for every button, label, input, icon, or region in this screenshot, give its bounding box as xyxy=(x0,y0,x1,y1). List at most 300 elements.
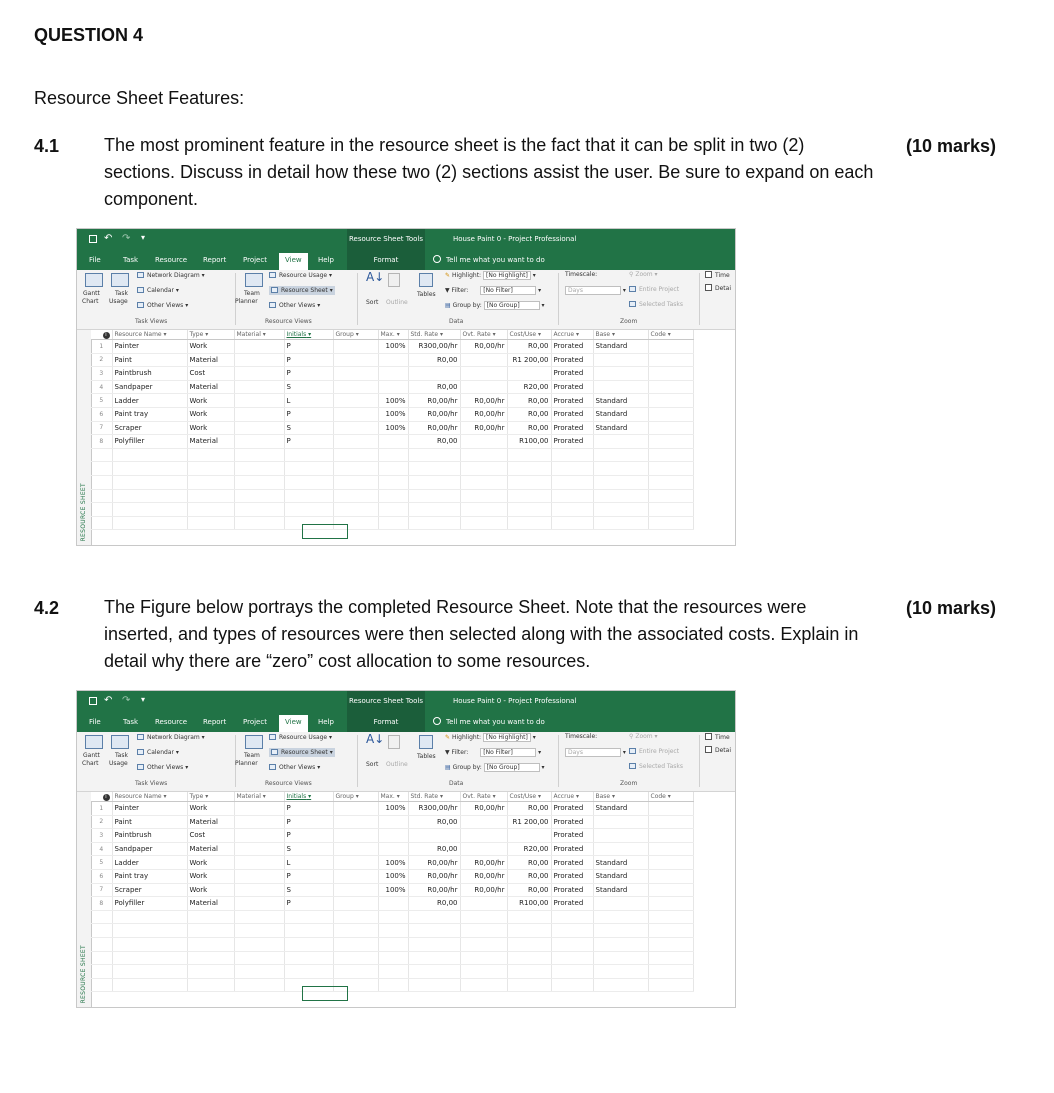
tell-me-box[interactable] xyxy=(433,250,545,270)
cell-type[interactable]: Material xyxy=(187,897,234,911)
cell-resource-name[interactable]: Ladder xyxy=(112,394,187,408)
cell-material-label[interactable] xyxy=(234,978,284,992)
cell-indicator[interactable]: 5 xyxy=(91,394,112,408)
cell-std-rate[interactable] xyxy=(408,924,460,938)
cell-material-label[interactable] xyxy=(234,869,284,883)
cell-initials[interactable]: P xyxy=(284,815,333,829)
cell-initials[interactable] xyxy=(284,462,333,476)
cell-base-calendar[interactable] xyxy=(593,380,648,394)
cell-group[interactable] xyxy=(333,965,378,979)
cell-material-label[interactable] xyxy=(234,421,284,435)
cell-code[interactable] xyxy=(648,462,693,476)
cell-std-rate[interactable] xyxy=(408,978,460,992)
cell-material-label[interactable] xyxy=(234,951,284,965)
sort-label[interactable]: Sort xyxy=(366,761,379,768)
table-row[interactable] xyxy=(91,503,693,517)
column-dropdown-icon[interactable]: ▾ xyxy=(161,331,167,338)
table-row[interactable] xyxy=(91,842,693,856)
cell-code[interactable] xyxy=(648,421,693,435)
cell-base-calendar[interactable] xyxy=(593,367,648,381)
cell-max-units[interactable]: 100% xyxy=(378,883,408,897)
cell-code[interactable] xyxy=(648,815,693,829)
cell-resource-name[interactable]: Paintbrush xyxy=(112,829,187,843)
cell-material-label[interactable] xyxy=(234,965,284,979)
column-header-accrue[interactable] xyxy=(551,792,593,802)
sort-label[interactable]: Sort xyxy=(366,299,379,306)
entire-project-button[interactable] xyxy=(629,286,679,293)
cell-resource-name[interactable] xyxy=(112,475,187,489)
cell-code[interactable] xyxy=(648,353,693,367)
cell-indicator[interactable]: 4 xyxy=(91,842,112,856)
cell-ovt-rate[interactable] xyxy=(460,448,507,462)
cell-group[interactable] xyxy=(333,829,378,843)
tab-project[interactable]: Project xyxy=(243,718,267,726)
cell-code[interactable] xyxy=(648,475,693,489)
task-usage-label-2[interactable]: Usage xyxy=(109,760,128,767)
cell-accrue[interactable]: Prorated xyxy=(551,897,593,911)
table-row[interactable] xyxy=(91,802,693,816)
cell-accrue[interactable] xyxy=(551,965,593,979)
zoom-button[interactable]: ⚲ Zoom ▾ xyxy=(629,271,658,278)
cell-indicator[interactable] xyxy=(91,462,112,476)
cell-indicator[interactable] xyxy=(91,503,112,517)
table-row[interactable] xyxy=(91,475,693,489)
tab-report[interactable]: Report xyxy=(203,718,227,726)
cell-cost-per-use[interactable] xyxy=(507,462,551,476)
cell-type[interactable]: Work xyxy=(187,869,234,883)
cell-type[interactable]: Material xyxy=(187,435,234,449)
column-dropdown-icon[interactable]: ▾ xyxy=(536,331,541,338)
cell-accrue[interactable] xyxy=(551,978,593,992)
timescale-select[interactable]: Days ▾ xyxy=(565,748,626,757)
cell-max-units[interactable] xyxy=(378,829,408,843)
cell-ovt-rate[interactable]: R0,00/hr xyxy=(460,421,507,435)
filter-select[interactable]: [No Filter] xyxy=(480,748,536,757)
cell-max-units[interactable] xyxy=(378,815,408,829)
table-row[interactable] xyxy=(91,924,693,938)
column-dropdown-icon[interactable]: ▾ xyxy=(438,331,443,338)
cell-ovt-rate[interactable] xyxy=(460,815,507,829)
cell-ovt-rate[interactable] xyxy=(460,462,507,476)
column-header-type[interactable] xyxy=(187,330,234,340)
table-row[interactable] xyxy=(91,394,693,408)
cell-indicator[interactable] xyxy=(91,475,112,489)
tables-label[interactable]: Tables xyxy=(417,291,436,298)
cell-resource-name[interactable]: Paint xyxy=(112,353,187,367)
cell-accrue[interactable]: Prorated xyxy=(551,883,593,897)
cell-group[interactable] xyxy=(333,421,378,435)
cell-material-label[interactable] xyxy=(234,380,284,394)
cell-accrue[interactable]: Prorated xyxy=(551,802,593,816)
cell-resource-name[interactable]: Scraper xyxy=(112,421,187,435)
cell-ovt-rate[interactable] xyxy=(460,829,507,843)
cell-group[interactable] xyxy=(333,856,378,870)
network-diagram-button[interactable]: Network Diagram ▾ xyxy=(137,734,205,741)
cell-indicator[interactable]: 8 xyxy=(91,897,112,911)
cell-resource-name[interactable]: Polyfiller xyxy=(112,897,187,911)
cell-indicator[interactable]: 5 xyxy=(91,856,112,870)
table-row[interactable] xyxy=(91,869,693,883)
column-header-initials[interactable] xyxy=(284,330,333,340)
resource-usage-button[interactable]: Resource Usage ▾ xyxy=(269,272,332,279)
table-row[interactable] xyxy=(91,407,693,421)
group-by-select[interactable]: [No Group] xyxy=(484,763,540,772)
cell-material-label[interactable] xyxy=(234,856,284,870)
cell-resource-name[interactable]: Sandpaper xyxy=(112,380,187,394)
cell-ovt-rate[interactable]: R0,00/hr xyxy=(460,394,507,408)
cell-initials[interactable]: P xyxy=(284,897,333,911)
column-dropdown-icon[interactable]: ▾ xyxy=(260,793,266,800)
cell-material-label[interactable] xyxy=(234,802,284,816)
cell-max-units[interactable] xyxy=(378,516,408,530)
cell-std-rate[interactable]: R0,00/hr xyxy=(408,869,460,883)
cell-group[interactable] xyxy=(333,937,378,951)
quick-access-dropdown-icon[interactable]: ▾ xyxy=(141,233,146,242)
cell-cost-per-use[interactable]: R0,00 xyxy=(507,421,551,435)
cell-initials[interactable]: S xyxy=(284,380,333,394)
cell-std-rate[interactable]: R0,00/hr xyxy=(408,394,460,408)
resource-usage-button[interactable]: Resource Usage ▾ xyxy=(269,734,332,741)
cell-cost-per-use[interactable] xyxy=(507,829,551,843)
resource-sheet-button[interactable]: Resource Sheet ▾ xyxy=(269,748,335,757)
cell-code[interactable] xyxy=(648,842,693,856)
cell-accrue[interactable] xyxy=(551,516,593,530)
team-planner-icon[interactable] xyxy=(245,273,263,287)
team-planner-icon[interactable] xyxy=(245,735,263,749)
cell-ovt-rate[interactable] xyxy=(460,842,507,856)
cell-code[interactable] xyxy=(648,978,693,992)
cell-code[interactable] xyxy=(648,516,693,530)
cell-std-rate[interactable]: R0,00 xyxy=(408,380,460,394)
cell-initials[interactable]: P xyxy=(284,869,333,883)
cell-code[interactable] xyxy=(648,897,693,911)
table-row[interactable] xyxy=(91,367,693,381)
cell-code[interactable] xyxy=(648,802,693,816)
cell-indicator[interactable] xyxy=(91,489,112,503)
cell-accrue[interactable]: Prorated xyxy=(551,842,593,856)
cell-initials[interactable]: S xyxy=(284,883,333,897)
cell-max-units[interactable] xyxy=(378,924,408,938)
cell-group[interactable] xyxy=(333,462,378,476)
cell-base-calendar[interactable] xyxy=(593,897,648,911)
cell-code[interactable] xyxy=(648,394,693,408)
cell-ovt-rate[interactable]: R0,00/hr xyxy=(460,856,507,870)
cell-code[interactable] xyxy=(648,340,693,354)
cell-accrue[interactable]: Prorated xyxy=(551,367,593,381)
cell-type[interactable]: Material xyxy=(187,842,234,856)
cell-accrue[interactable] xyxy=(551,910,593,924)
cell-base-calendar[interactable] xyxy=(593,489,648,503)
cell-indicator[interactable] xyxy=(91,448,112,462)
table-row[interactable] xyxy=(91,897,693,911)
cell-code[interactable] xyxy=(648,448,693,462)
cell-base-calendar[interactable] xyxy=(593,503,648,517)
other-views-resource-button[interactable]: Other Views ▾ xyxy=(269,302,320,309)
cell-accrue[interactable] xyxy=(551,475,593,489)
cell-base-calendar[interactable] xyxy=(593,965,648,979)
cell-ovt-rate[interactable]: R0,00/hr xyxy=(460,883,507,897)
cell-initials[interactable] xyxy=(284,503,333,517)
column-header-max-units[interactable] xyxy=(378,330,408,340)
cell-base-calendar[interactable] xyxy=(593,951,648,965)
team-planner-label-2[interactable]: Planner xyxy=(235,760,258,767)
cell-type[interactable]: Work xyxy=(187,883,234,897)
tab-resource[interactable]: Resource xyxy=(155,718,188,726)
cell-std-rate[interactable] xyxy=(408,367,460,381)
table-row[interactable] xyxy=(91,815,693,829)
cell-type[interactable] xyxy=(187,924,234,938)
tab-help[interactable]: Help xyxy=(318,256,334,264)
cell-accrue[interactable] xyxy=(551,489,593,503)
highlight-control[interactable]: ✎ Highlight: [No Highlight] ▾ xyxy=(445,734,536,741)
cell-accrue[interactable]: Prorated xyxy=(551,407,593,421)
undo-icon[interactable]: ↶ xyxy=(104,233,113,244)
cell-initials[interactable]: P xyxy=(284,407,333,421)
gantt-chart-label[interactable]: Gantt xyxy=(83,752,100,759)
team-planner-label-2[interactable]: Planner xyxy=(235,298,258,305)
gantt-chart-label-2[interactable]: Chart xyxy=(82,298,99,305)
cell-base-calendar[interactable] xyxy=(593,815,648,829)
cell-material-label[interactable] xyxy=(234,897,284,911)
tab-project[interactable]: Project xyxy=(243,256,267,264)
cell-accrue[interactable]: Prorated xyxy=(551,815,593,829)
cell-std-rate[interactable]: R0,00 xyxy=(408,815,460,829)
cell-material-label[interactable] xyxy=(234,462,284,476)
table-row[interactable] xyxy=(91,883,693,897)
cell-cost-per-use[interactable] xyxy=(507,978,551,992)
cell-ovt-rate[interactable] xyxy=(460,367,507,381)
cell-indicator[interactable] xyxy=(91,965,112,979)
cell-indicator[interactable]: 1 xyxy=(91,340,112,354)
highlight-select[interactable]: [No Highlight] xyxy=(483,271,531,280)
cell-std-rate[interactable] xyxy=(408,965,460,979)
cell-max-units[interactable]: 100% xyxy=(378,869,408,883)
column-header-group[interactable] xyxy=(333,330,378,340)
cell-accrue[interactable]: Prorated xyxy=(551,829,593,843)
task-usage-icon[interactable] xyxy=(111,735,129,749)
table-row[interactable] xyxy=(91,965,693,979)
cell-resource-name[interactable] xyxy=(112,910,187,924)
tab-format[interactable]: Format xyxy=(347,250,425,270)
column-header-base-calendar[interactable] xyxy=(593,330,648,340)
cell-base-calendar[interactable]: Standard xyxy=(593,802,648,816)
cell-code[interactable] xyxy=(648,489,693,503)
cell-indicator[interactable]: 2 xyxy=(91,353,112,367)
table-row[interactable] xyxy=(91,937,693,951)
cell-cost-per-use[interactable] xyxy=(507,924,551,938)
tab-report[interactable]: Report xyxy=(203,256,227,264)
zoom-button[interactable]: ⚲ Zoom ▾ xyxy=(629,733,658,740)
cell-accrue[interactable]: Prorated xyxy=(551,856,593,870)
cell-type[interactable]: Work xyxy=(187,856,234,870)
redo-icon[interactable]: ↷ xyxy=(122,233,131,244)
cell-group[interactable] xyxy=(333,951,378,965)
column-dropdown-icon[interactable]: ▾ xyxy=(665,331,671,338)
cell-ovt-rate[interactable] xyxy=(460,503,507,517)
column-header-std-rate[interactable] xyxy=(408,792,460,802)
column-header-indicator[interactable] xyxy=(91,792,112,802)
table-row[interactable] xyxy=(91,340,693,354)
cell-indicator[interactable]: 4 xyxy=(91,380,112,394)
cell-std-rate[interactable]: R0,00/hr xyxy=(408,883,460,897)
cell-initials[interactable]: P xyxy=(284,802,333,816)
cell-material-label[interactable] xyxy=(234,394,284,408)
sort-icon[interactable]: A↓ xyxy=(366,270,385,284)
cell-code[interactable] xyxy=(648,829,693,843)
cell-group[interactable] xyxy=(333,897,378,911)
cell-base-calendar[interactable]: Standard xyxy=(593,421,648,435)
cell-group[interactable] xyxy=(333,883,378,897)
cell-material-label[interactable] xyxy=(234,340,284,354)
cell-type[interactable]: Work xyxy=(187,394,234,408)
column-header-type[interactable] xyxy=(187,792,234,802)
column-header-base-calendar[interactable] xyxy=(593,792,648,802)
column-header-initials[interactable] xyxy=(284,792,333,802)
cell-indicator[interactable] xyxy=(91,910,112,924)
cell-material-label[interactable] xyxy=(234,448,284,462)
cell-group[interactable] xyxy=(333,340,378,354)
cell-cost-per-use[interactable] xyxy=(507,448,551,462)
other-views-task-button[interactable]: Other Views ▾ xyxy=(137,302,188,309)
cell-std-rate[interactable]: R0,00 xyxy=(408,435,460,449)
cell-indicator[interactable]: 7 xyxy=(91,421,112,435)
cell-indicator[interactable]: 6 xyxy=(91,869,112,883)
table-row[interactable] xyxy=(91,829,693,843)
cell-ovt-rate[interactable] xyxy=(460,475,507,489)
cell-group[interactable] xyxy=(333,503,378,517)
cell-std-rate[interactable] xyxy=(408,503,460,517)
cell-base-calendar[interactable]: Standard xyxy=(593,869,648,883)
column-dropdown-icon[interactable]: ▾ xyxy=(490,331,496,338)
cell-std-rate[interactable] xyxy=(408,489,460,503)
cell-group[interactable] xyxy=(333,489,378,503)
timeline-checkbox[interactable] xyxy=(705,271,730,279)
cell-accrue[interactable] xyxy=(551,951,593,965)
cell-initials[interactable] xyxy=(284,475,333,489)
cell-material-label[interactable] xyxy=(234,924,284,938)
cell-accrue[interactable]: Prorated xyxy=(551,380,593,394)
cell-std-rate[interactable]: R0,00 xyxy=(408,353,460,367)
cell-type[interactable]: Material xyxy=(187,353,234,367)
cell-initials[interactable]: P xyxy=(284,367,333,381)
cell-std-rate[interactable] xyxy=(408,829,460,843)
cell-max-units[interactable]: 100% xyxy=(378,340,408,354)
cell-base-calendar[interactable] xyxy=(593,978,648,992)
cell-ovt-rate[interactable] xyxy=(460,435,507,449)
cell-initials[interactable]: P xyxy=(284,340,333,354)
cell-resource-name[interactable]: Painter xyxy=(112,340,187,354)
cell-initials[interactable] xyxy=(284,951,333,965)
column-dropdown-icon[interactable]: ▾ xyxy=(203,331,209,338)
cell-std-rate[interactable]: R300,00/hr xyxy=(408,802,460,816)
cell-base-calendar[interactable] xyxy=(593,353,648,367)
cell-max-units[interactable] xyxy=(378,910,408,924)
cell-material-label[interactable] xyxy=(234,435,284,449)
team-planner-label[interactable]: Team xyxy=(244,290,260,297)
cell-cost-per-use[interactable]: R20,00 xyxy=(507,380,551,394)
task-usage-label-2[interactable]: Usage xyxy=(109,298,128,305)
cell-cost-per-use[interactable] xyxy=(507,937,551,951)
group-by-control[interactable]: ▤ Group by: [No Group] ▾ xyxy=(445,302,545,309)
undo-icon[interactable]: ↶ xyxy=(104,695,113,706)
redo-icon[interactable]: ↷ xyxy=(122,695,131,706)
cell-group[interactable] xyxy=(333,869,378,883)
cell-group[interactable] xyxy=(333,802,378,816)
column-dropdown-icon[interactable]: ▾ xyxy=(306,331,312,338)
cell-type[interactable] xyxy=(187,965,234,979)
cell-max-units[interactable] xyxy=(378,475,408,489)
gantt-chart-label-2[interactable]: Chart xyxy=(82,760,99,767)
resource-sheet-button[interactable]: Resource Sheet ▾ xyxy=(269,286,335,295)
cell-cost-per-use[interactable]: R1 200,00 xyxy=(507,815,551,829)
cell-std-rate[interactable]: R0,00/hr xyxy=(408,407,460,421)
column-header-indicator[interactable] xyxy=(91,330,112,340)
cell-std-rate[interactable]: R300,00/hr xyxy=(408,340,460,354)
table-row[interactable] xyxy=(91,380,693,394)
task-usage-label[interactable]: Task xyxy=(115,752,128,759)
cell-material-label[interactable] xyxy=(234,475,284,489)
cell-cost-per-use[interactable]: R1 200,00 xyxy=(507,353,551,367)
cell-type[interactable] xyxy=(187,462,234,476)
cell-indicator[interactable] xyxy=(91,937,112,951)
cell-ovt-rate[interactable] xyxy=(460,353,507,367)
cell-max-units[interactable] xyxy=(378,367,408,381)
column-dropdown-icon[interactable]: ▾ xyxy=(610,793,616,800)
cell-resource-name[interactable] xyxy=(112,503,187,517)
cell-material-label[interactable] xyxy=(234,516,284,530)
cell-max-units[interactable] xyxy=(378,353,408,367)
column-header-accrue[interactable] xyxy=(551,330,593,340)
highlight-select[interactable]: [No Highlight] xyxy=(483,733,531,742)
cell-std-rate[interactable] xyxy=(408,937,460,951)
cell-std-rate[interactable] xyxy=(408,951,460,965)
cell-resource-name[interactable]: Paint tray xyxy=(112,869,187,883)
cell-type[interactable] xyxy=(187,910,234,924)
cell-initials[interactable]: S xyxy=(284,421,333,435)
cell-resource-name[interactable]: Sandpaper xyxy=(112,842,187,856)
cell-initials[interactable] xyxy=(284,937,333,951)
column-header-ovt-rate[interactable] xyxy=(460,330,507,340)
gantt-chart-label[interactable]: Gantt xyxy=(83,290,100,297)
cell-type[interactable] xyxy=(187,951,234,965)
save-icon[interactable] xyxy=(89,697,97,705)
tab-format[interactable]: Format xyxy=(347,712,425,732)
cell-resource-name[interactable]: Polyfiller xyxy=(112,435,187,449)
cell-material-label[interactable] xyxy=(234,910,284,924)
cell-accrue[interactable]: Prorated xyxy=(551,353,593,367)
cell-max-units[interactable] xyxy=(378,978,408,992)
cell-initials[interactable]: P xyxy=(284,435,333,449)
cell-resource-name[interactable] xyxy=(112,965,187,979)
column-header-resource-name[interactable] xyxy=(112,792,187,802)
cell-cost-per-use[interactable] xyxy=(507,516,551,530)
table-row[interactable] xyxy=(91,421,693,435)
cell-base-calendar[interactable] xyxy=(593,937,648,951)
cell-cost-per-use[interactable]: R100,00 xyxy=(507,435,551,449)
cell-cost-per-use[interactable]: R0,00 xyxy=(507,802,551,816)
table-row[interactable] xyxy=(91,978,693,992)
cell-type[interactable] xyxy=(187,978,234,992)
cell-group[interactable] xyxy=(333,910,378,924)
cell-group[interactable] xyxy=(333,924,378,938)
cell-max-units[interactable] xyxy=(378,462,408,476)
cell-resource-name[interactable]: Painter xyxy=(112,802,187,816)
cell-max-units[interactable] xyxy=(378,842,408,856)
team-planner-label[interactable]: Team xyxy=(244,752,260,759)
cell-accrue[interactable] xyxy=(551,924,593,938)
table-row[interactable] xyxy=(91,516,693,530)
column-header-code[interactable] xyxy=(648,330,693,340)
